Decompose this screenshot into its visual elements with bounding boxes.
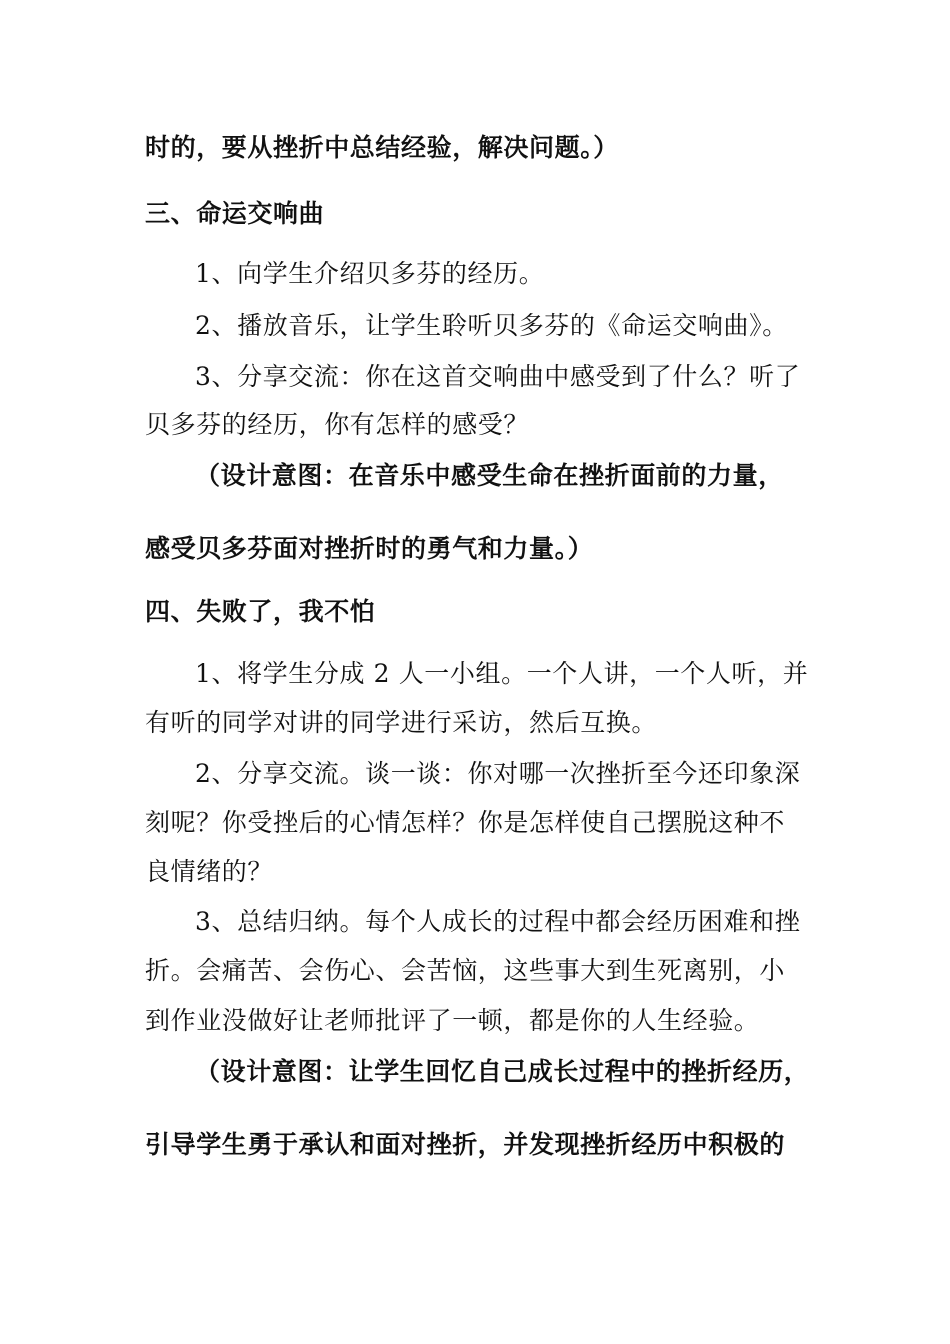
- paragraph-line: 2、播放音乐，让学生聆听贝多芬的《命运交响曲》。: [195, 311, 788, 340]
- section-heading-4: 四、失败了，我不怕: [145, 597, 376, 626]
- design-intent-line: （设计意图：让学生回忆自己成长过程中的挫折经历，: [195, 1057, 810, 1086]
- paragraph-line: 3、总结归纳。每个人成长的过程中都会经历困难和挫: [195, 907, 801, 936]
- design-intent-line: 引导学生勇于承认和面对挫折，并发现挫折经历中积极的: [145, 1130, 786, 1159]
- paragraph-line: 1、将学生分成 2 人一小组。一个人讲，一个人听，并: [195, 659, 809, 688]
- paragraph-line: 到作业没做好让老师批评了一顿，都是你的人生经验。: [145, 1006, 760, 1035]
- paragraph-line: 良情绪的？: [145, 857, 274, 886]
- design-intent-line: 感受贝多芬面对挫折时的勇气和力量。）: [145, 534, 594, 563]
- paragraph-line: 刻呢？你受挫后的心情怎样？你是怎样使自己摆脱这种不: [145, 808, 786, 837]
- paragraph-line: 有听的同学对讲的同学进行采访，然后互换。: [145, 708, 658, 737]
- paragraph-line: 贝多芬的经历，你有怎样的感受？: [145, 410, 530, 439]
- paragraph-line: 折。会痛苦、会伤心、会苦恼，这些事大到生死离别，小: [145, 956, 786, 985]
- paragraph-line: 3、分享交流：你在这首交响曲中感受到了什么？听了: [195, 362, 801, 391]
- section-heading-3: 三、命运交响曲: [145, 199, 325, 228]
- paragraph-line: 2、分享交流。谈一谈：你对哪一次挫折至今还印象深: [195, 759, 801, 788]
- design-intent-line: （设计意图：在音乐中感受生命在挫折面前的力量，: [195, 461, 784, 490]
- paragraph-line: 1、向学生介绍贝多芬的经历。: [195, 259, 545, 288]
- design-intent-continuation: 时的，要从挫折中总结经验，解决问题。）: [145, 133, 619, 162]
